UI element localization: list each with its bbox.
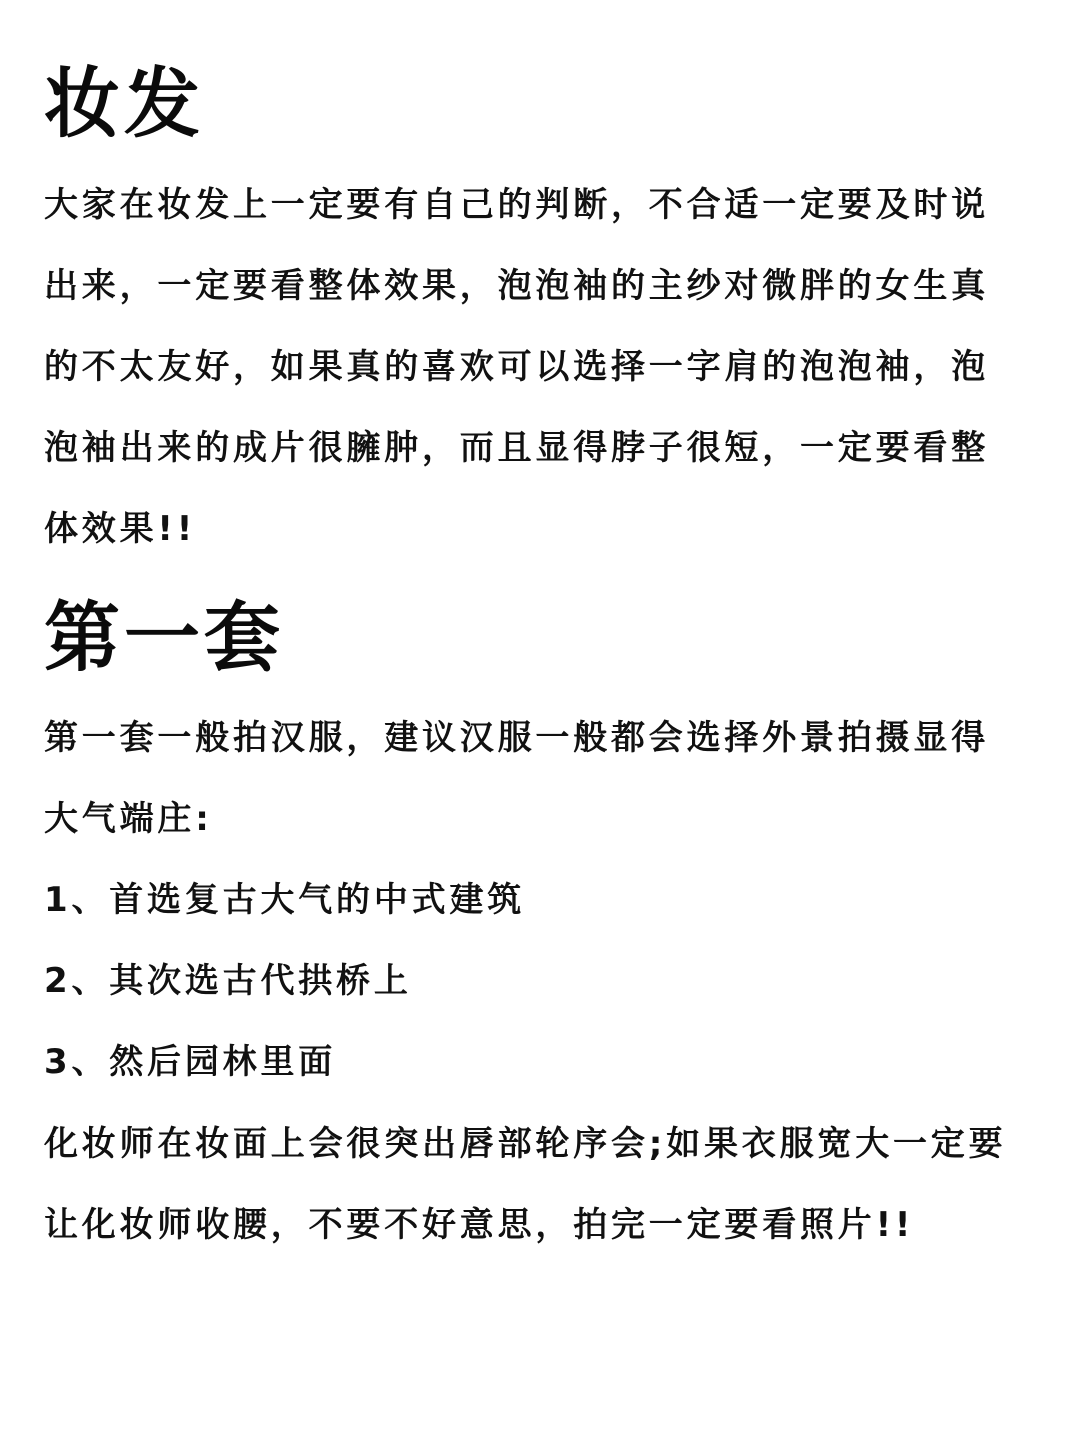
section-heading-makeup: 妆发 [44,59,204,148]
list-item: 3、然后园林里面 [44,1042,337,1082]
section-heading-first-set: 第一套 [44,593,284,682]
list-item: 1、首选复古大气的中式建筑 [44,880,526,920]
first-set-closing-paragraph: 化妆师在妆面上会很突出唇部轮序会;如果衣服宽大一定要让化妆师收腰，不要不好意思，拍完一定要看照片!! [44,1124,1007,1245]
list-item: 2、其次选古代拱桥上 [44,961,412,1001]
makeup-paragraph: 大家在妆发上一定要有自己的判断，不合适一定要及时说出来，一定要看整体效果，泡泡袖的主纱对微胖的女生真的不太友好，如果真的喜欢可以选择一字肩的泡泡袖，泡泡袖出来的成片很臃肿，而且显得脖子很短，一定要看整体效果!! [44,185,989,549]
first-set-intro-paragraph: 第一套一般拍汉服，建议汉服一般都会选择外景拍摄显得大气端庄: [44,718,989,839]
